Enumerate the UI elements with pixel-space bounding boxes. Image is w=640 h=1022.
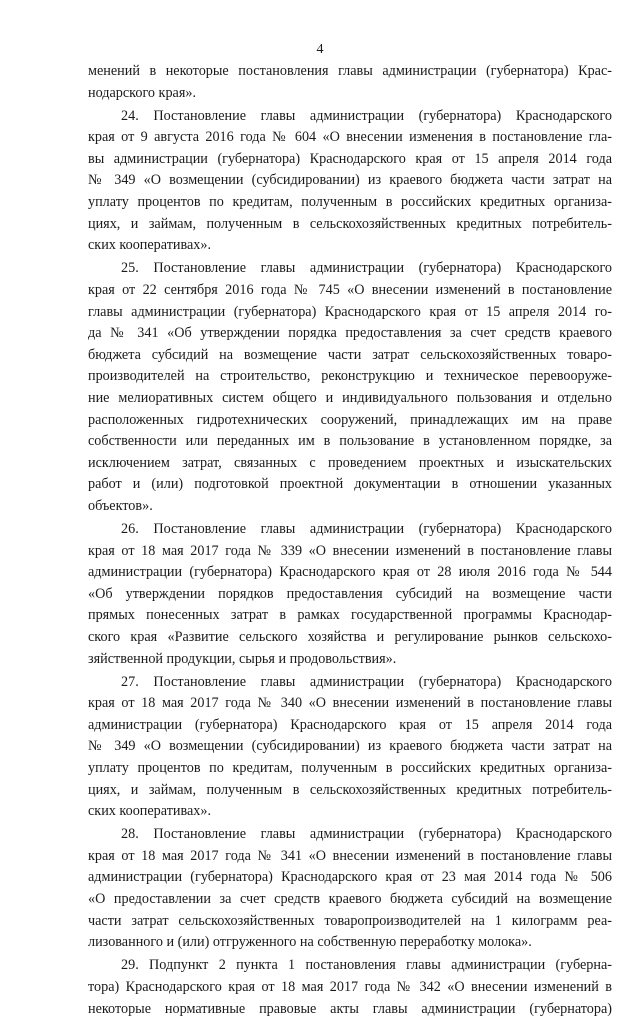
text-line: части затрат сельскохозяйственных товаропроизводителей на 1 килограмм реа- (88, 912, 612, 929)
text-line: нодарского края». (88, 84, 197, 101)
paragraph-item-27 (88, 672, 612, 823)
text-line: собственности или переданных им в пользование в установленном порядке, за (88, 433, 612, 450)
paragraph-item-28 (88, 824, 612, 954)
text-line: № 349 «О возмещении (субсидировании) из краевого бюджета части затрат на (88, 172, 612, 189)
text-line: края от 18 мая 2017 года № 339 «О внесении изменений в постановление главы (88, 542, 612, 559)
text-line: бюджета субсидий на возмещение части затрат сельскохозяйственных товаро- (88, 346, 612, 363)
text-line: уплату процентов по кредитам, полученным в российских кредитных организа- (88, 760, 612, 776)
text-line: администрации (губернатора) Краснодарского края от 15 апреля 2014 года (88, 716, 612, 733)
text-line: циях, и займам, полученным в сельскохозяйственных кредитных потребитель- (88, 215, 612, 232)
text-line: объектов». (88, 497, 153, 514)
text-line: менений в некоторые постановления главы администрации (губернатора) Крас- (88, 63, 612, 79)
text-line: ние мелиоративных систем общего и индивидуального пользования и отдельно (88, 389, 612, 406)
text-line: исключением затрат, связанных с проведением проектных и изыскательских (88, 454, 612, 471)
text-line: уплату процентов по кредитам, полученным в российских кредитных организа- (88, 194, 612, 211)
text-line: края от 18 мая 2017 года № 340 «О внесении изменений в постановление главы (88, 695, 612, 712)
text-line: тора) Краснодарского края от 18 мая 2017 года № 342 «О внесении изменений в (88, 978, 612, 995)
text-line: 28. Постановление главы администрации (губернатора) Краснодарского (121, 826, 612, 843)
text-line: расположенных гидротехнических сооружений, принадлежащих им на праве (88, 411, 612, 428)
text-line: зяйственной продукции, сырья и продовольствия». (88, 650, 397, 667)
text-line: № 349 «О возмещении (субсидировании) из краевого бюджета части затрат на (88, 738, 612, 755)
paragraph-item-25 (88, 258, 612, 517)
text-line: ского края «Развитие сельского хозяйства и регулирование рынков сельскохо- (88, 628, 612, 645)
text-line: 24. Постановление главы администрации (губернатора) Краснодарского (121, 107, 612, 124)
paragraph-continuation (88, 61, 612, 104)
text-line: «О предоставлении за счет средств краевого бюджета субсидий на возмещение (88, 891, 612, 908)
text-line: лизованного и (или) отгруженного на собственную переработку молока». (88, 934, 532, 951)
text-line: 29. Подпункт 2 пункта 1 постановления главы администрации (губерна- (121, 957, 612, 974)
text-line: некоторые нормативные правовые акты главы администрации (губернатора) (88, 1000, 612, 1017)
document-body (88, 61, 612, 1022)
paragraph-item-24 (88, 106, 612, 257)
text-line: циях, и займам, полученным в сельскохозяйственных кредитных потребитель- (88, 781, 612, 798)
text-line: администрации (губернатора) Краснодарского края от 28 июля 2016 года № 544 (88, 564, 612, 581)
text-line: 27. Постановление главы администрации (губернатора) Краснодарского (121, 673, 612, 690)
paragraph-item-26 (88, 519, 612, 670)
text-line: производителей на строительство, реконструкцию и техническое перевооруже- (88, 368, 612, 385)
text-line: ских кооперативах». (88, 803, 212, 820)
text-line: края от 18 мая 2017 года № 341 «О внесении изменений в постановление главы (88, 847, 612, 864)
text-line: работ и (или) подготовкой проектной документации в отношении указанных (88, 476, 612, 493)
text-line: да № 341 «Об утверждении порядка предоставления за счет средств краевого (88, 325, 612, 342)
text-line: края от 22 сентября 2016 года № 745 «О внесении изменений в постановление (88, 281, 612, 298)
text-line: вы администрации (губернатора) Краснодарского края от 15 апреля 2014 года (88, 150, 612, 167)
text-line: 26. Постановление главы администрации (губернатора) Краснодарского (121, 520, 612, 537)
text-line: прямых понесенных затрат в рамках государственной программы Краснодар- (88, 607, 612, 624)
text-line: 25. Постановление главы администрации (губернатора) Краснодарского (121, 260, 612, 277)
page-number: 4 (316, 42, 324, 57)
text-line: администрации (губернатора) Краснодарского края от 23 мая 2014 года № 506 (88, 869, 612, 886)
paragraph-item-29 (88, 955, 612, 1020)
text-line: ских кооперативах». (88, 237, 212, 254)
text-line: края от 9 августа 2016 года № 604 «О внесении изменения в постановление гла- (88, 129, 612, 146)
text-line: «Об утверждении порядков предоставления субсидий на возмещение части (88, 585, 612, 602)
text-line: главы администрации (губернатора) Краснодарского края от 15 апреля 2014 го- (88, 303, 612, 320)
